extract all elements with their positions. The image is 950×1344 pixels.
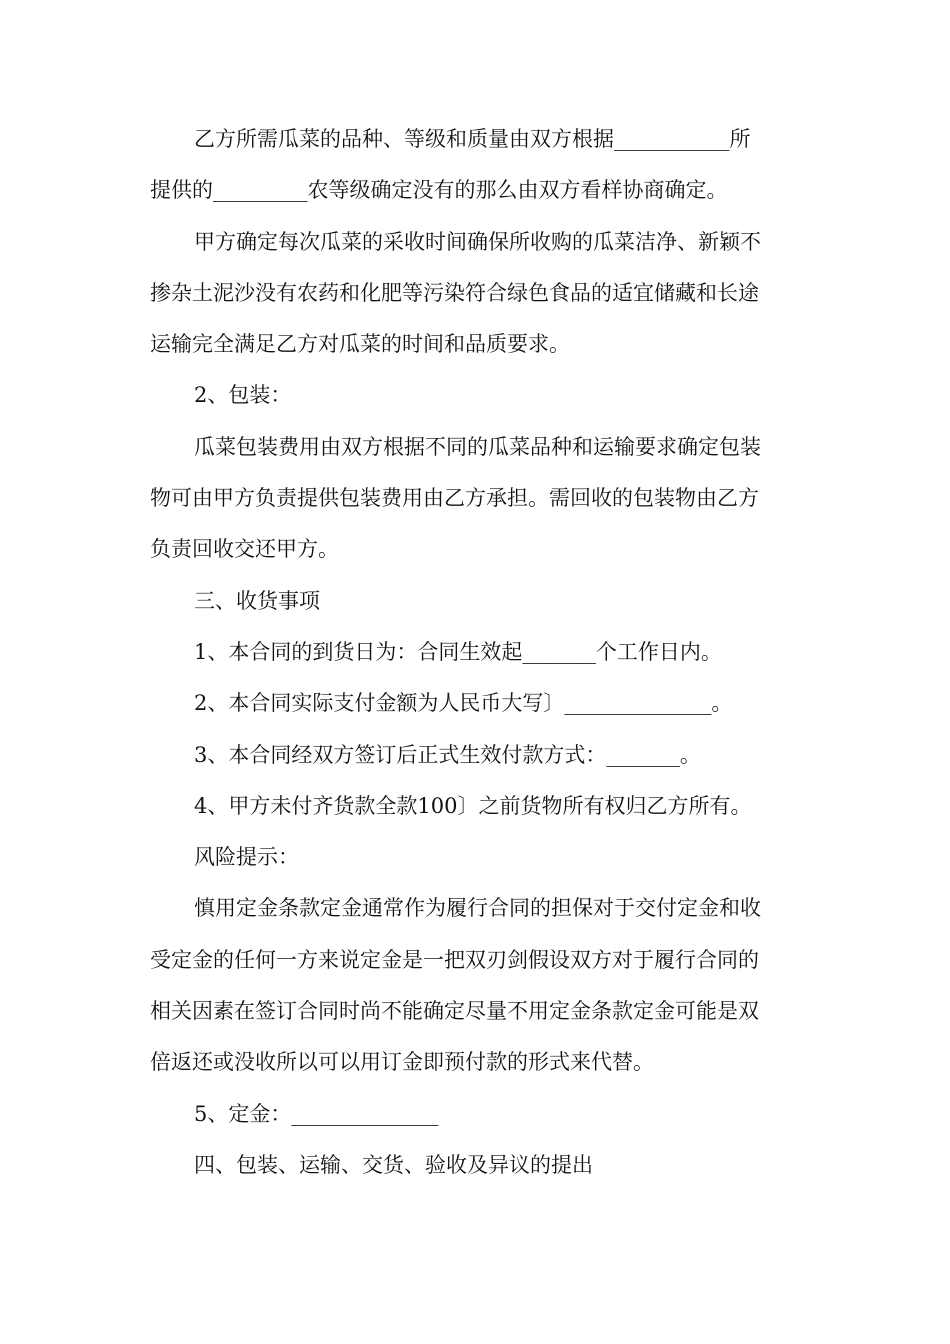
paragraph-line: 乙方所需瓜菜的品种、等级和质量由双方根据___________所 (194, 127, 751, 151)
paragraph-line: 提供的_________农等级确定没有的那么由双方看样协商确定。 (150, 178, 728, 203)
clause-item: 2、本合同实际支付金额为人民币大写〕______________。 (194, 691, 733, 716)
paragraph-line: 慎用定金条款定金通常作为履行合同的担保对于交付定金和收 (194, 896, 761, 921)
paragraph-line: 相关因素在签订合同时尚不能确定尽量不用定金条款定金可能是双 (150, 999, 759, 1024)
paragraph-line: 负责回收交还甲方。 (150, 537, 339, 562)
section-heading: 三、收货事项 (194, 588, 320, 613)
paragraph-line: 甲方确定每次瓜菜的采收时间确保所收购的瓜菜洁净、新颖不 (194, 229, 761, 254)
paragraph-line: 受定金的任何一方来说定金是一把双刃剑假设双方对于履行合同的 (150, 947, 759, 972)
clause-item: 5、定金：______________ (194, 1101, 439, 1126)
clause-item: 1、本合同的到货日为：合同生效起_______个工作日内。 (194, 639, 722, 664)
section-heading: 四、包装、运输、交货、验收及异议的提出 (194, 1152, 593, 1177)
clause-item: 3、本合同经双方签订后正式生效付款方式：_______。 (194, 742, 701, 767)
document-body (150, 114, 810, 1191)
paragraph-line: 物可由甲方负责提供包装费用由乙方承担。需回收的包装物由乙方 (150, 486, 759, 511)
section-heading: 2、包装： (194, 383, 292, 408)
clause-item: 4、甲方未付齐货款全款100〕之前货物所有权归乙方所有。 (194, 793, 752, 818)
paragraph-line: 掺杂土泥沙没有农药和化肥等污染符合绿色食品的适宜储藏和长途 (150, 280, 759, 305)
paragraph-line: 运输完全满足乙方对瓜菜的时间和品质要求。 (150, 332, 570, 357)
paragraph-line: 瓜菜包装费用由双方根据不同的瓜菜品种和运输要求确定包装 (194, 434, 761, 459)
risk-notice-heading: 风险提示： (194, 845, 299, 870)
paragraph-line: 倍返还或没收所以可以用订金即预付款的形式来代替。 (150, 1050, 654, 1075)
